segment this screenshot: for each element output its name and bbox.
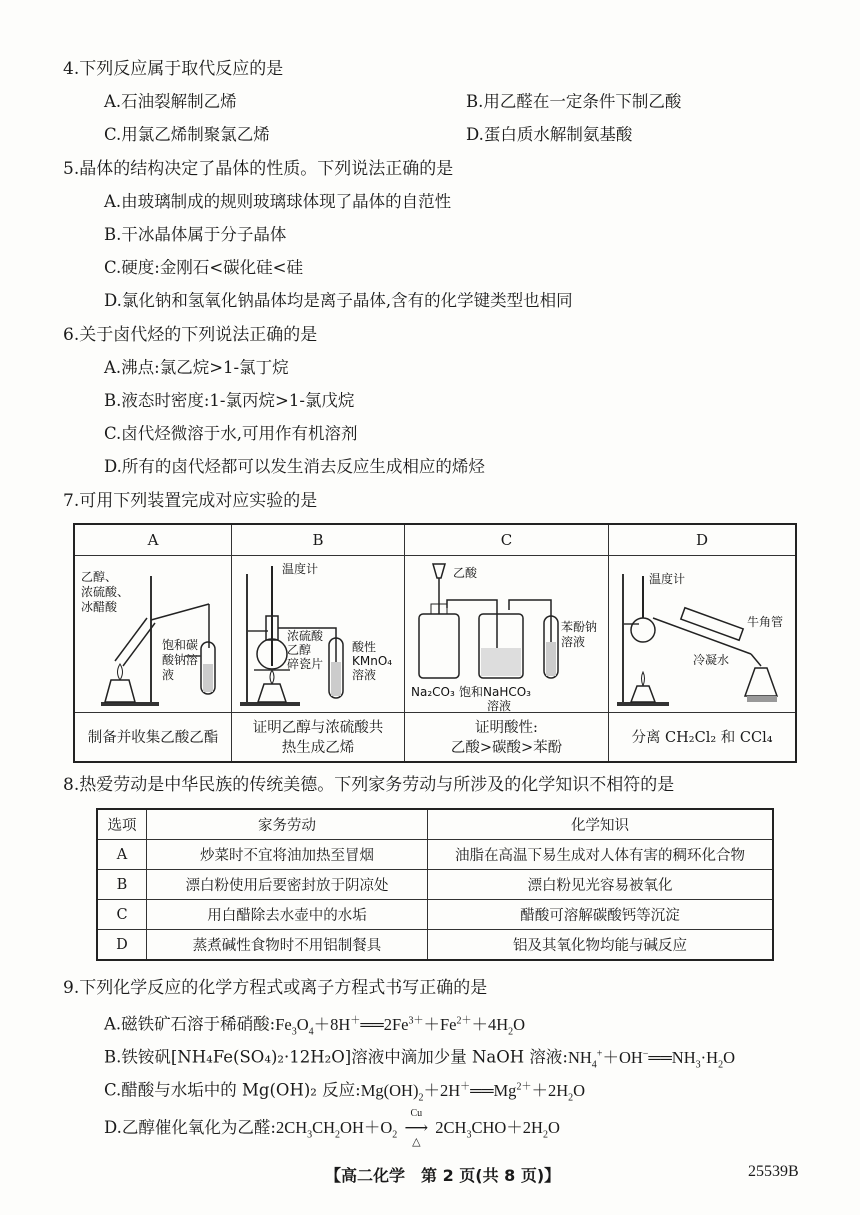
q8-row-b-knowledge: 漂白粉见光容易被氧化 [428, 870, 774, 900]
q9-option-c [104, 1076, 585, 1109]
apparatus-b-diagram [232, 556, 404, 712]
table-header-row [97, 809, 773, 840]
a-label-h2so4: 浓硫酸、 [81, 585, 130, 599]
q8-stem: 8.热爱劳动是中华民族的传统美德。下列家务劳动与所涉及的化学知识不相符的是 [63, 775, 675, 795]
q8-header-option: 选项 [97, 809, 147, 840]
b-label-ethanol: 乙醇 [287, 643, 312, 657]
reaction-arrow: Cu ⟶ △ [397, 1117, 435, 1139]
q8-row-d-label: D [97, 930, 147, 961]
c-label-phenoxide-1: 苯酚钠 [561, 620, 598, 634]
a-label-acetic: 冰醋酸 [81, 600, 118, 614]
q9-option-b [104, 1043, 735, 1076]
q8-row-a-label: A [97, 840, 147, 870]
apparatus-c-diagram [405, 556, 608, 712]
q7-caption-b [232, 713, 404, 763]
q8-row-b-label: B [97, 870, 147, 900]
c-label-nahco3: 饱和NaHCO₃ [459, 685, 531, 699]
q9-d-prefix: D.乙醇催化氧化为乙醛: [104, 1118, 276, 1137]
b-label-acidic: 酸性 [352, 640, 377, 654]
q9-option-d [104, 1108, 560, 1148]
q7-header-a: A [75, 525, 231, 556]
q5-option-d: D.氯化钠和氢氧化钠晶体均是离子晶体,含有的化学键类型也相同 [104, 291, 573, 310]
q7-caption-c-line1: 证明酸性: [475, 720, 538, 736]
q9-b-equation: $NH_4^++OH^-══NH_3\cdot H_2O$ [567, 1047, 735, 1070]
q7-stem: 7.可用下列装置完成对应实验的是 [63, 491, 318, 511]
q5-option-c: C.硬度:金刚石<碳化硅<硅 [104, 258, 303, 277]
q8-table [96, 808, 774, 961]
b-label-thermometer: 温度计 [282, 562, 319, 576]
d-label-water: 冷凝水 [693, 653, 730, 667]
q7-caption-c-line2: 乙酸>碳酸>苯酚 [450, 740, 563, 756]
q8-row-a-chore: 炒菜时不宜将油加热至冒烟 [147, 840, 428, 870]
table-row [97, 900, 773, 930]
q8-header-chores: 家务劳动 [147, 809, 428, 840]
q7-caption-b-line1: 证明乙醇与浓硫酸共 [252, 720, 384, 736]
q8-row-c-knowledge: 醋酸可溶解碳酸钙等沉淀 [428, 900, 774, 930]
d-label-thermometer: 温度计 [649, 572, 686, 586]
q5-stem: 5.晶体的结构决定了晶体的性质。下列说法正确的是 [63, 159, 454, 179]
b-label-solution: 溶液 [352, 668, 377, 682]
b-label-h2so4: 浓硫酸 [287, 629, 324, 643]
q8-row-b-chore: 漂白粉使用后要密封放于阴凉处 [147, 870, 428, 900]
q9-a-equation: $Fe_3O_4+8H^+══2Fe^{3+}+Fe^{2+}+4H_2O$ [275, 1014, 526, 1037]
footer-page-info: 【高二化学 第 2 页(共 8 页)】 [325, 1166, 561, 1185]
q8-row-d-chore: 蒸煮碱性食物时不用铝制餐具 [147, 930, 428, 961]
a-label-ethanol: 乙醇、 [81, 570, 118, 584]
q6-stem: 6.关于卤代烃的下列说法正确的是 [63, 325, 318, 345]
c-label-acetic: 乙酸 [453, 566, 478, 580]
q9-stem: 9.下列化学反应的化学方程式或离子方程式书写正确的是 [63, 978, 488, 998]
q4-option-d: D.蛋白质水解制氨基酸 [466, 125, 633, 144]
q7-caption-d: 分离 CH₂Cl₂ 和 CCl₄ [631, 730, 773, 746]
q8-row-c-label: C [97, 900, 147, 930]
q6-option-b: B.液态时密度:1-氯丙烷>1-氯戊烷 [104, 391, 355, 410]
footer-exam-code: 25539B [748, 1163, 799, 1180]
q5-option-a: A.由玻璃制成的规则玻璃球体现了晶体的自范性 [104, 192, 452, 211]
q4-stem: 4.下列反应属于取代反应的是 [63, 59, 284, 79]
q7-header-b: B [232, 525, 404, 556]
q8-row-a-knowledge: 油脂在高温下易生成对人体有害的稠环化合物 [428, 840, 774, 870]
table-row [97, 870, 773, 900]
apparatus-a-diagram [75, 556, 230, 712]
q9-c-prefix: C.醋酸与水垢中的 Mg(OH)₂ 反应: [104, 1080, 361, 1100]
table-row [97, 930, 773, 961]
arrow-condition-heat: △ [412, 1136, 421, 1148]
c-label-na2co3: Na₂CO₃ [411, 685, 455, 699]
b-label-kmno4: KMnO₄ [352, 654, 393, 668]
q9-b-prefix: B.铁铵矾[NH₄Fe(SO₄)₂·12H₂O]溶液中滴加少量 NaOH 溶液: [104, 1047, 568, 1067]
q9-d-equation: $2CH_3CH_2OH+O_2$ Cu ⟶ △ $2CH_3CHO+2H_2O$ [276, 1118, 560, 1137]
c-label-solution: 溶液 [487, 699, 512, 712]
q7-caption-a: 制备并收集乙酸乙酯 [87, 730, 219, 746]
q8-row-c-chore: 用白醋除去水壶中的水垢 [147, 900, 428, 930]
q7-header-c: C [405, 525, 608, 556]
q7-caption-c [405, 713, 608, 763]
c-label-phenoxide-2: 溶液 [561, 635, 586, 649]
d-label-adapter: 牛角管 [747, 615, 784, 629]
q9-option-a [104, 1010, 525, 1043]
q7-caption-b-line2: 热生成乙烯 [281, 740, 355, 756]
q6-option-c: C.卤代烃微溶于水,可用作有机溶剂 [104, 424, 358, 443]
a-label-na2co3-2: 酸钠溶 [162, 653, 199, 667]
a-label-na2co3-3: 液 [162, 668, 175, 682]
q4-option-b: B.用乙醛在一定条件下制乙酸 [466, 92, 682, 111]
q5-option-b: B.干冰晶体属于分子晶体 [104, 225, 287, 244]
q7-apparatus-table [73, 523, 797, 763]
q7-header-d: D [609, 525, 795, 556]
q4-option-c: C.用氯乙烯制聚氯乙烯 [104, 125, 270, 144]
q9-c-equation: $Mg(OH)_2+2H^+══Mg^{2+}+2H_2O$ [360, 1080, 586, 1103]
b-label-chips: 碎瓷片 [287, 657, 324, 671]
q6-option-d: D.所有的卤代烃都可以发生消去反应生成相应的烯烃 [104, 457, 485, 476]
q8-header-knowledge: 化学知识 [428, 809, 774, 840]
q9-a-prefix: A.磁铁矿石溶于稀硝酸: [104, 1014, 276, 1034]
q8-row-d-knowledge: 铝及其氧化物均能与碱反应 [428, 930, 774, 961]
q6-option-a: A.沸点:氯乙烷>1-氯丁烷 [104, 358, 289, 377]
arrow-condition-catalyst: Cu [410, 1108, 423, 1119]
a-label-na2co3-1: 饱和碳 [162, 638, 199, 652]
q4-option-a: A.石油裂解制乙烯 [104, 92, 237, 111]
table-row [97, 840, 773, 870]
apparatus-d-diagram [609, 556, 795, 712]
